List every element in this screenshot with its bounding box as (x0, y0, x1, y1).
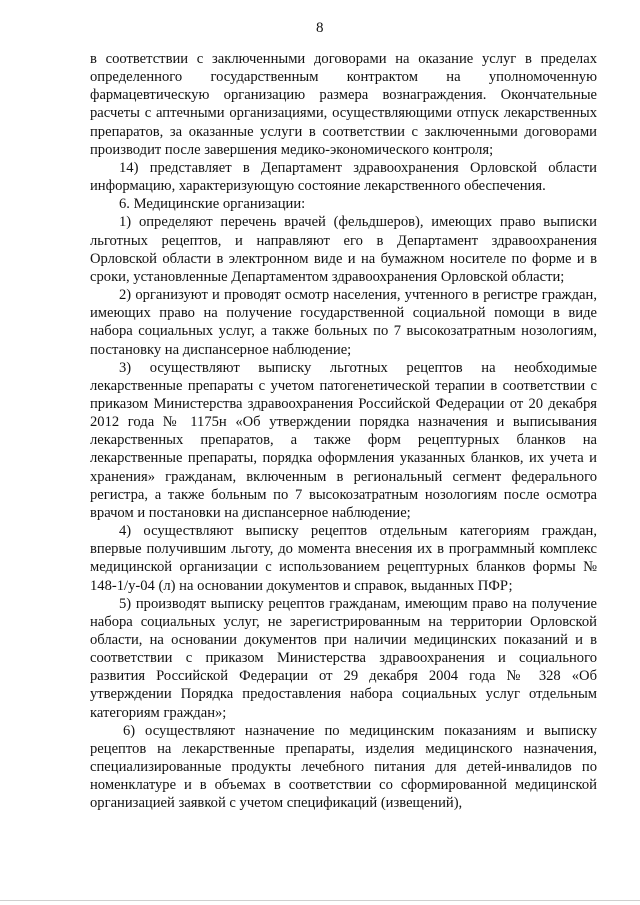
list-item-3: 3) осуществляют выписку льготных рецептов на необходимые лекарственные препараты с учетом патогенетической терапии в соответствии с приказом Министерства здравоохранения Российской Федерации от 20 декабря 2012 года № 1175н «Об утверждении порядка назначения и выписывания лекарственных препаратов, а также форм рецептурных бланков на лекарственные препараты, порядка оформления указанных бланков, их учета и хранения» гражданам, включенным в региональный сегмент федерального регистра, а также больным по 7 высокозатратным нозологиям после осмотра врачом и постановки на диспансерное наблюдение; (90, 359, 597, 521)
list-item-6: 6) осуществляют назначение по медицинским показаниям и выписку рецептов на лекарственные препараты, изделия медицинского назначения, специализированные продукты лечебного питания для детей-инвалидов по номенклатуре и в объемах в соответствии со сформированной медицинской организацией заявкой с учетом спецификаций (извещений), (90, 722, 597, 812)
list-item-5: 5) производят выписку рецептов гражданам, имеющим право на получение набора социальных услуг, не зарегистрированным на территории Орловской области, на основании документов при наличии медицинских показаний и в соответствии с приказом Министерства здравоохранения и социального развития Российской Федерации от 29 декабря 2004 года № 328 «Об утверждении Порядка предоставления набора социальных услуг отдельным категориям граждан»; (90, 595, 597, 721)
page-number: 8 (316, 20, 324, 36)
list-item-14: 14) представляет в Департамент здравоохранения Орловской области информацию, характеризующую состояние лекарственного обеспечения. (90, 159, 597, 195)
document-body (90, 50, 597, 813)
list-item-4: 4) осуществляют выписку рецептов отдельным категориям граждан, впервые получившим льготу, до момента внесения их в программный комплекс медицинской организации с использованием рецептурных бланков формы № 148-1/у-04 (л) на основании документов и справок, выданных ПФР; (90, 523, 597, 594)
section-heading-6: 6. Медицинские организации: (119, 196, 306, 213)
list-item-1: 1) определяют перечень врачей (фельдшеров), имеющих право выписки льготных рецептов, и направляют его в Департамент здравоохранения Орловской области в электронном виде и на бумажном носителе по форме и в сроки, установленные Департаментом здравоохранения Орловской области; (90, 214, 597, 285)
page-edge-divider (0, 900, 640, 901)
list-item-2: 2) организуют и проводят осмотр населения, учтенного в регистре граждан, имеющих право на получение государственной социальной помощи в виде набора социальных услуг, а также больных по 7 высокозатратным нозологиям, постановку на диспансерное наблюдение; (90, 287, 597, 358)
paragraph-continuation: в соответствии с заключенными договорами на оказание услуг в пределах определенного государственным контрактом на уполномоченную фармацевтическую организацию размера вознаграждения. Окончательные расчеты с аптечными организациями, осуществляющими отпуск лекарственных препаратов, за оказанные услуги в соответствии с заключенными договорами производит после завершения медико-экономического контроля; (90, 51, 597, 158)
